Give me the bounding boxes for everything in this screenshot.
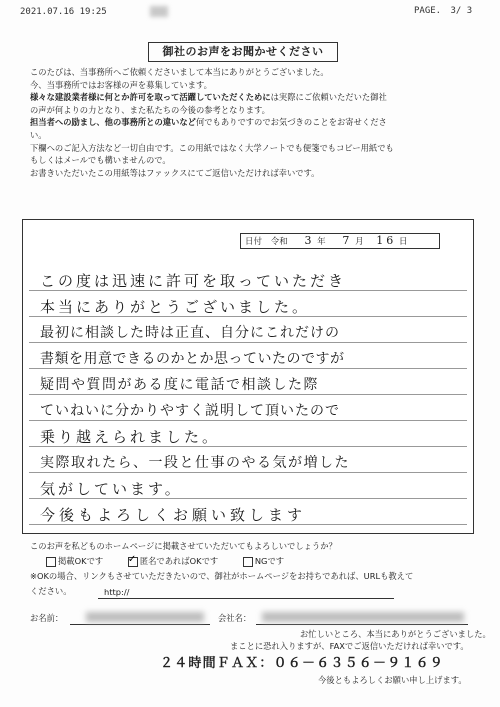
handwritten-line: 書類を用意できるのかとか思っていたのですが [40, 351, 345, 367]
date-day: 16 [376, 234, 397, 247]
redacted-company [262, 612, 464, 622]
handwritten-line: 本当にありがとうございました。 [40, 298, 311, 316]
date-month: 7 [342, 234, 353, 247]
intro-line: もしくはメールでも構いませんので。 [30, 155, 171, 166]
fax-datetime: 2021.07.16 19:25 [20, 7, 107, 17]
intro-line: お書きいただいたこの用紙等はファックスにてご返信いただければ幸いです。 [30, 167, 320, 178]
date-label: 日付 [245, 237, 263, 247]
page-label: PAGE. [414, 6, 442, 16]
handwritten-line: この度は迅速に許可を取っていただき [40, 272, 347, 290]
checkbox-publish-ok[interactable] [46, 557, 56, 567]
fax-timestamp [20, 6, 168, 17]
intro-paragraph [30, 66, 470, 179]
intro-line: 何でもありですのでお気づきのことをお寄せくださ [195, 117, 387, 128]
intro-bold: 様々な建設業者様に何とか許可を取って活躍していただくために [30, 92, 271, 103]
fax-page-indicator [414, 6, 472, 16]
consent-question: このお声を私どものホームページに掲載させていただいてもよろしいでしょうか？ [30, 541, 337, 551]
option-ng[interactable] [243, 556, 284, 566]
option-label: 掲載OKです [58, 556, 104, 566]
option-anonymous-ok[interactable] [128, 556, 221, 566]
redacted-sender [150, 6, 168, 17]
date-month-unit: 月 [355, 237, 364, 247]
intro-line: 下欄へのご記入方法など一切自由です。この用紙ではなく大学ノートでも便箋でもコピー用紙でも [30, 142, 394, 153]
date-era: 令和 [270, 237, 288, 247]
redacted-name [86, 612, 204, 622]
name-label: お名前： [30, 613, 64, 623]
handwritten-line: 今後もよろしくお願い致します [40, 506, 307, 524]
page-title: 御社のお声をお聞かせください [148, 42, 338, 62]
option-publish-ok[interactable] [46, 556, 106, 566]
page-number: 3/ 3 [450, 6, 473, 16]
footer-thanks: お忙しいところ、本当にありがとうございました。 [300, 629, 491, 639]
option-label: 匿名であればOKです [139, 556, 219, 566]
url-note: ※OKの場合、リンクもさせていただきたいので、御社がホームページをお持ちであれば、URLも教えて [30, 571, 414, 581]
check-icon[interactable] [128, 557, 138, 567]
url-field[interactable] [98, 586, 394, 599]
date-field [240, 233, 440, 249]
handwritten-line: 乗り越えられました。 [40, 428, 221, 446]
date-day-unit: 日 [398, 237, 408, 247]
handwritten-line: 気がしています。 [40, 480, 183, 498]
intro-line: このたびは、当事務所へご依頼くださいまして本当にありがとうございました。 [30, 67, 329, 77]
checkbox-ng[interactable] [243, 557, 253, 567]
company-field[interactable] [256, 624, 468, 625]
footer-request: まことに恐れ入りますが、FAXでご返信いただければ幸いです。 [230, 641, 469, 651]
handwritten-line: 最初に相談した時は正直、自分にこれだけの [40, 325, 340, 341]
intro-line: の声が何よりの力となり、また私たちの今後の参考となります。 [30, 104, 270, 115]
intro-line: い。 [30, 129, 47, 140]
fax-number: ２４時間ＦＡＸ：０６－６３５６－９１６９ [160, 656, 445, 671]
url-note-cont: ください。 [30, 586, 72, 596]
name-field[interactable] [70, 624, 210, 625]
company-label: 会社名： [218, 613, 252, 623]
intro-bold: 担当者への励まし、他の事務所との違いなど [30, 117, 196, 128]
date-year-unit: 年 [317, 237, 326, 247]
date-year: 3 [304, 234, 315, 247]
handwritten-line: ていねいに分かりやすく説明して頂いたので [40, 403, 340, 419]
handwritten-line: 疑問や質問がある度に電話で相談した際 [40, 377, 319, 393]
consent-options [46, 555, 284, 567]
intro-line: は実際にご依頼いただいた御社 [270, 92, 387, 103]
handwritten-line: 実際取れたら、一段と仕事のやる気が増した [40, 455, 350, 471]
option-label: NGです [254, 556, 285, 566]
footer-closing: 今後ともよろしくお願い申し上げます。 [318, 675, 467, 685]
url-prefix: http:// [104, 587, 130, 597]
intro-line: 今、当事務所ではお客様の声を募集しています。 [30, 79, 212, 90]
